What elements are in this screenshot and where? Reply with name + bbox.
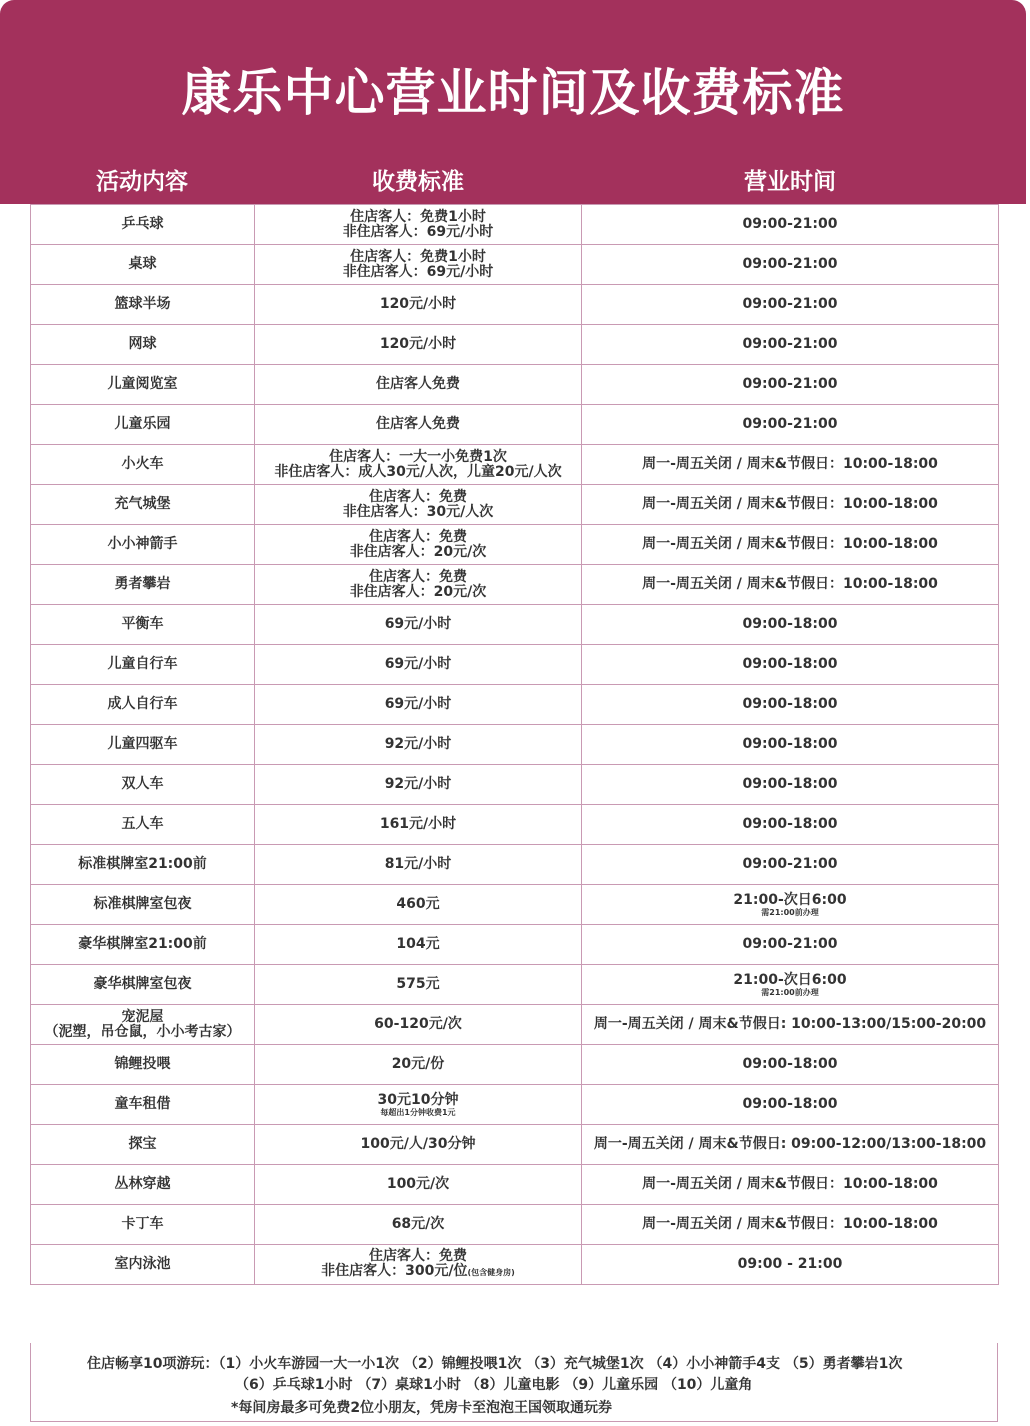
cell-hours <box>582 1245 999 1285</box>
cell-activity <box>31 1205 255 1245</box>
fee-text: 非住店客人：20元/次 <box>349 543 487 560</box>
cell-fee <box>255 885 582 925</box>
table-row <box>31 1165 999 1205</box>
cell-hours <box>582 1085 999 1125</box>
activity-text: 丛林穿越 <box>114 1176 171 1192</box>
fee-text: 161元/小时 <box>379 816 457 832</box>
hours-text: 09:00-18:00 <box>742 1096 838 1112</box>
fee-text: 住店客人：免费 <box>369 568 467 585</box>
hours-text: 09:00 - 21:00 <box>737 1256 843 1272</box>
hours-text: 周一-周五关闭 / 周末&节假日：10:00-18:00 <box>642 1216 938 1232</box>
header-banner <box>0 0 1026 204</box>
activity-text: 勇者攀岩 <box>114 576 171 592</box>
hours-text: 09:00-18:00 <box>742 736 838 752</box>
activity-text: 卡丁车 <box>121 1216 164 1232</box>
fee-text: 非住店客人：69元/小时 <box>342 223 494 240</box>
table-row <box>31 1005 999 1045</box>
table-row <box>31 1045 999 1085</box>
cell-fee <box>255 405 582 445</box>
cell-fee <box>255 325 582 365</box>
fee-text: 住店客人：免费1小时 <box>350 248 486 265</box>
cell-activity <box>31 365 255 405</box>
cell-activity <box>31 205 255 245</box>
fee-text: 非住店客人：69元/小时 <box>342 263 494 280</box>
cell-activity <box>31 685 255 725</box>
hours-text: 09:00-21:00 <box>742 216 838 232</box>
cell-hours <box>582 405 999 445</box>
hours-text: 周一-周五关闭 / 周末&节假日：10:00-18:00 <box>642 576 938 592</box>
fee-text: 20元/份 <box>391 1056 445 1072</box>
activity-text: 双人车 <box>121 776 164 792</box>
cell-hours <box>582 485 999 525</box>
fee-text: 住店客人：免费1小时 <box>350 208 486 225</box>
fee-text: 69元/小时 <box>384 696 452 712</box>
table-row <box>31 685 999 725</box>
fee-text: 104元 <box>396 936 440 952</box>
table-row <box>31 445 999 485</box>
table-row <box>31 285 999 325</box>
cell-hours <box>582 765 999 805</box>
fee-text: 住店客人：免费 <box>369 1248 467 1264</box>
activity-text: 小火车 <box>121 456 164 472</box>
cell-hours <box>582 285 999 325</box>
activity-text: 儿童阅览室 <box>107 376 178 392</box>
column-header-hours: 营业时间 <box>744 169 836 195</box>
fee-text: 30元10分钟 <box>377 1091 459 1108</box>
cell-fee <box>255 285 582 325</box>
hours-text: 09:00-21:00 <box>742 256 838 272</box>
activity-text: 平衡车 <box>121 616 164 632</box>
cell-fee <box>255 765 582 805</box>
cell-hours <box>582 605 999 645</box>
cell-activity <box>31 1085 255 1125</box>
table-row <box>31 605 999 645</box>
column-header-fee: 收费标准 <box>372 169 464 195</box>
hours-text: 21:00-次日6:00 <box>733 971 847 988</box>
cell-activity <box>31 765 255 805</box>
cell-activity <box>31 1045 255 1085</box>
cell-activity <box>31 1125 255 1165</box>
cell-activity <box>31 805 255 845</box>
table-row <box>31 1245 999 1285</box>
fee-text: 非住店客人：30元/人次 <box>342 503 494 520</box>
activity-text: 豪华棋牌室21:00前 <box>78 936 207 952</box>
cell-fee <box>255 245 582 285</box>
table-row <box>31 245 999 285</box>
hours-text: 21:00-次日6:00 <box>733 891 847 908</box>
table-row <box>31 485 999 525</box>
hours-text: 09:00-18:00 <box>742 1056 838 1072</box>
fee-text: 住店客人：免费 <box>369 488 467 505</box>
fee-text: 69元/小时 <box>384 616 452 632</box>
table-row <box>31 845 999 885</box>
cell-fee <box>255 1005 582 1045</box>
cell-activity <box>31 525 255 565</box>
fee-note: 每超出1分钟收费1元 <box>380 1107 456 1117</box>
cell-activity <box>31 485 255 525</box>
cell-hours <box>582 1005 999 1045</box>
activity-text: 标准棋牌室包夜 <box>93 896 192 912</box>
fee-text: 120元/小时 <box>379 296 457 312</box>
activity-text: （泥塑，吊仓鼠，小小考古家） <box>44 1023 241 1040</box>
hours-text: 09:00-21:00 <box>742 376 838 392</box>
table-row <box>31 885 999 925</box>
cell-fee <box>255 525 582 565</box>
fee-text: 住店客人：一大一小免费1次 <box>329 448 507 465</box>
fee-text: 非住店客人：20元/次 <box>349 583 487 600</box>
cell-hours <box>582 325 999 365</box>
footer-note <box>30 1343 998 1422</box>
fee-text: 100元/次 <box>386 1176 450 1192</box>
cell-activity <box>31 965 255 1005</box>
fee-text: 60-120元/次 <box>374 1016 462 1032</box>
cell-fee <box>255 845 582 885</box>
cell-hours <box>582 525 999 565</box>
cell-fee <box>255 445 582 485</box>
cell-fee <box>255 805 582 845</box>
activity-text: 探宝 <box>128 1136 157 1152</box>
hours-text: 周一-周五关闭 / 周末&节假日：10:00-18:00 <box>642 496 938 512</box>
cell-activity <box>31 325 255 365</box>
cell-hours <box>582 805 999 845</box>
fee-text: 575元 <box>396 976 440 992</box>
cell-activity <box>31 725 255 765</box>
activity-text: 儿童乐园 <box>114 416 171 432</box>
hours-note: 需21:00前办理 <box>761 907 819 917</box>
cell-activity <box>31 565 255 605</box>
activity-text: 桌球 <box>128 256 157 272</box>
cell-fee <box>255 365 582 405</box>
activity-text: 网球 <box>128 336 157 352</box>
hours-text: 09:00-18:00 <box>742 816 838 832</box>
table-row <box>31 965 999 1005</box>
cell-hours <box>582 885 999 925</box>
fee-text: 68元/次 <box>391 1216 445 1232</box>
cell-fee <box>255 205 582 245</box>
cell-activity <box>31 1165 255 1205</box>
hours-text: 09:00-21:00 <box>742 856 838 872</box>
table-row <box>31 645 999 685</box>
hours-text: 09:00-21:00 <box>742 296 838 312</box>
activity-text: 成人自行车 <box>107 696 178 712</box>
cell-hours <box>582 245 999 285</box>
activity-text: 室内泳池 <box>114 1256 171 1272</box>
table-row <box>31 205 999 245</box>
hours-text: 周一-周五关闭 / 周末&节假日：10:00-18:00 <box>642 1176 938 1192</box>
hours-text: 09:00-21:00 <box>742 416 838 432</box>
cell-activity <box>31 405 255 445</box>
activity-text: 标准棋牌室21:00前 <box>78 856 207 872</box>
table-row <box>31 1085 999 1125</box>
cell-activity <box>31 605 255 645</box>
table-row <box>31 765 999 805</box>
fee-text: 81元/小时 <box>384 856 452 872</box>
fee-text: 非住店客人：300元/位(包含健身房) <box>321 1263 515 1279</box>
cell-activity <box>31 445 255 485</box>
cell-fee <box>255 1085 582 1125</box>
cell-hours <box>582 365 999 405</box>
footer-line-3: *每间房最多可免费2位小朋友，凭房卡至泡泡王国领取通玩券 <box>231 1400 613 1416</box>
activity-text: 五人车 <box>121 816 164 832</box>
fee-text: 100元/人/30分钟 <box>360 1136 476 1152</box>
hours-text: 09:00-21:00 <box>742 336 838 352</box>
cell-fee <box>255 565 582 605</box>
table-row <box>31 725 999 765</box>
table-row <box>31 1205 999 1245</box>
fee-table-body <box>31 205 999 1285</box>
activity-text: 儿童四驱车 <box>107 736 178 752</box>
cell-hours <box>582 685 999 725</box>
hours-note: 需21:00前办理 <box>761 987 819 997</box>
cell-hours <box>582 645 999 685</box>
activity-text: 宠泥屋 <box>121 1008 164 1025</box>
fee-text: 住店客人免费 <box>376 416 460 432</box>
table-row <box>31 1125 999 1165</box>
fee-text: 120元/小时 <box>379 336 457 352</box>
cell-fee <box>255 485 582 525</box>
fee-text: 非住店客人：成人30元/人次，儿童20元/人次 <box>274 463 562 480</box>
cell-activity <box>31 1245 255 1285</box>
cell-fee <box>255 605 582 645</box>
hours-text: 09:00-18:00 <box>742 616 838 632</box>
cell-fee <box>255 1125 582 1165</box>
cell-hours <box>582 1205 999 1245</box>
hours-text: 周一-周五关闭 / 周末&节假日：10:00-18:00 <box>642 536 938 552</box>
cell-activity <box>31 285 255 325</box>
cell-fee <box>255 1205 582 1245</box>
cell-hours <box>582 925 999 965</box>
column-header-activity: 活动内容 <box>96 169 188 195</box>
cell-hours <box>582 1045 999 1085</box>
cell-hours <box>582 845 999 885</box>
table-row <box>31 325 999 365</box>
fee-text: 住店客人免费 <box>376 376 460 392</box>
activity-text: 乒乓球 <box>121 216 164 232</box>
cell-hours <box>582 205 999 245</box>
hours-text: 周一-周五关闭 / 周末&节假日: 10:00-13:00/15:00-20:00 <box>593 1016 987 1032</box>
cell-fee <box>255 1245 582 1285</box>
cell-hours <box>582 725 999 765</box>
page-title: 康乐中心营业时间及收费标准 <box>181 64 845 122</box>
cell-hours <box>582 445 999 485</box>
fee-text: 住店客人：免费 <box>369 528 467 545</box>
table-row <box>31 925 999 965</box>
hours-text: 09:00-18:00 <box>742 696 838 712</box>
cell-fee <box>255 965 582 1005</box>
footer-line-2: （6）乒乓球1小时 （7）桌球1小时 （8）儿童电影 （9）儿童乐园 （10）儿童角 <box>235 1377 753 1393</box>
cell-activity <box>31 645 255 685</box>
fee-inline-note: (包含健身房) <box>467 1268 515 1277</box>
activity-text: 小小神箭手 <box>107 536 178 552</box>
cell-fee <box>255 725 582 765</box>
fee-text: 92元/小时 <box>384 736 452 752</box>
table-row <box>31 525 999 565</box>
cell-fee <box>255 685 582 725</box>
cell-hours <box>582 565 999 605</box>
table-row <box>31 565 999 605</box>
fee-text: 69元/小时 <box>384 656 452 672</box>
cell-activity <box>31 925 255 965</box>
cell-hours <box>582 965 999 1005</box>
hours-text: 周一-周五关闭 / 周末&节假日: 09:00-12:00/13:00-18:00 <box>593 1136 987 1152</box>
hours-text: 09:00-18:00 <box>742 656 838 672</box>
table-row <box>31 805 999 845</box>
activity-text: 童车租借 <box>114 1096 171 1112</box>
hours-text: 09:00-18:00 <box>742 776 838 792</box>
activity-text: 篮球半场 <box>114 296 171 312</box>
cell-fee <box>255 1045 582 1085</box>
cell-fee <box>255 645 582 685</box>
table-row <box>31 405 999 445</box>
fee-text: 460元 <box>396 896 440 912</box>
table-row <box>31 365 999 405</box>
activity-text: 充气城堡 <box>114 496 171 512</box>
hours-text: 周一-周五关闭 / 周末&节假日：10:00-18:00 <box>642 456 938 472</box>
cell-hours <box>582 1165 999 1205</box>
cell-activity <box>31 245 255 285</box>
footer-line-1: 住店畅享10项游玩：（1）小火车游园一大一小1次 （2）锦鲤投喂1次 （3）充气城堡1次 （4）小小神箭手4支 （5）勇者攀岩1次 <box>87 1356 903 1372</box>
hours-text: 09:00-21:00 <box>742 936 838 952</box>
activity-text: 锦鲤投喂 <box>114 1056 171 1072</box>
cell-activity <box>31 885 255 925</box>
cell-activity <box>31 845 255 885</box>
activity-text: 豪华棋牌室包夜 <box>93 976 192 992</box>
cell-fee <box>255 925 582 965</box>
fee-table <box>30 204 999 1285</box>
cell-activity <box>31 1005 255 1045</box>
cell-fee <box>255 1165 582 1205</box>
cell-hours <box>582 1125 999 1165</box>
activity-text: 儿童自行车 <box>107 656 178 672</box>
fee-text: 92元/小时 <box>384 776 452 792</box>
